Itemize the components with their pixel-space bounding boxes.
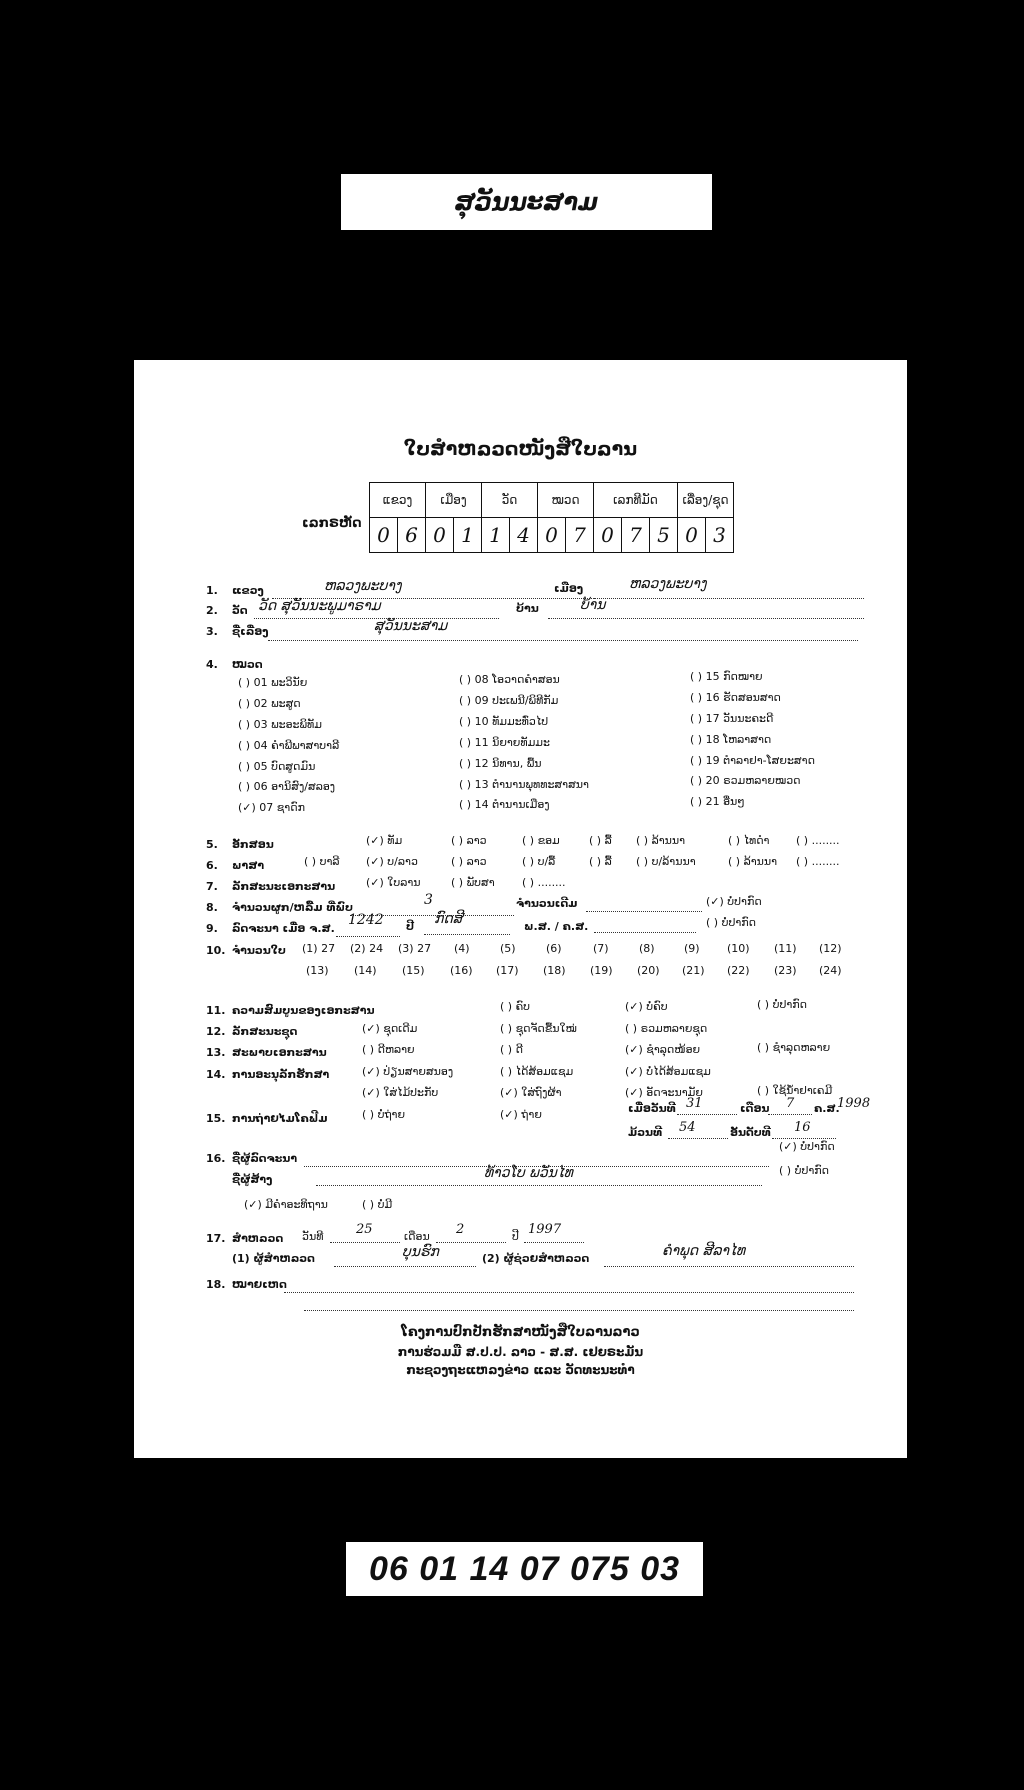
category-option[interactable]: ( ) 21 ອື່ນໆ <box>690 795 745 808</box>
script-option[interactable]: ( ) ລື້ <box>589 834 612 847</box>
leaf-count-cell: (3) 27 <box>398 942 432 955</box>
doc-type-option[interactable]: ( ) ........ <box>522 876 566 889</box>
microfilm-month: 7 <box>786 1096 795 1111</box>
survey-month: 2 <box>456 1222 465 1237</box>
row-script: 5. ອັກສອນ <box>206 838 274 851</box>
script-option[interactable]: ( ) ........ <box>796 834 840 847</box>
original-count-label: ຈຳນວນເດີມ <box>516 897 578 910</box>
language-option[interactable]: ( ) ລື້ <box>589 855 612 868</box>
leaf-count-cell: (12) <box>819 942 842 955</box>
leaf-count-cell: (8) <box>639 942 655 955</box>
sequence-value: 16 <box>794 1120 811 1135</box>
microfilm-option[interactable]: ( ) ບໍ່ຖ່າຍ <box>362 1108 406 1121</box>
code-header-district: ເມືອງ <box>426 483 482 518</box>
village-label: ບ້ານ <box>516 602 539 615</box>
leaf-count-cell: (18) <box>543 964 566 977</box>
row-province <box>206 584 264 597</box>
district-label: ເມືອງ <box>554 582 584 595</box>
leaf-count-cell: (6) <box>546 942 562 955</box>
original-count-option[interactable]: (✓) ບໍ່ປາກົດ <box>706 895 762 908</box>
sponsor-value: ທ້າວໂບ ພວັນໄທ <box>484 1165 573 1181</box>
leaf-count-cell: (1) 27 <box>302 942 336 955</box>
code-header-title-set: ເລື່ອງ/ຊຸດ <box>678 483 734 518</box>
code-digit: 0 <box>594 518 622 553</box>
row-conservation: 14. ການອະນຸລັກຮັກສາ <box>206 1068 330 1081</box>
category-option[interactable]: ( ) 06 ອານິສົງ/ສລອງ <box>238 780 336 793</box>
title-value: ສຸວັນນະສາມ <box>374 618 448 634</box>
language-option[interactable]: ( ) ບ/ລ້ານນາ <box>636 855 696 868</box>
category-option[interactable]: (✓) 07 ຊາດົກ <box>238 801 305 814</box>
code-digit: 5 <box>650 518 678 553</box>
leaf-count-cell: (5) <box>500 942 516 955</box>
code-digit: 0 <box>370 518 398 553</box>
sponsor-option[interactable]: ( ) ບໍ່ປາກົດ <box>779 1164 829 1177</box>
category-option[interactable]: ( ) 14 ຕຳນານເມືອງ <box>459 798 550 811</box>
temple-value: ວັດ ສຸວັນນະພູມາຣາມ <box>258 598 381 614</box>
category-option[interactable]: ( ) 13 ຕຳນານພຸທທະສາສນາ <box>459 778 589 791</box>
set-type-option[interactable]: ( ) ຊຸດຈັດຂື້ນໃໝ່ <box>500 1022 577 1035</box>
leaf-count-cell: (14) <box>354 964 377 977</box>
code-digit: 1 <box>482 518 510 553</box>
survey-year: 1997 <box>528 1222 562 1237</box>
row-scribe: 16. ຊື່ຜູ້ລົດຈະນາ <box>206 1152 298 1165</box>
row-microfilm: 15. ການຖ່າຍໄມໂຄຟີມ <box>206 1112 328 1125</box>
row-language: 6. ພາສາ <box>206 859 265 872</box>
row-bundle-count: 8. ຈຳນວນຜູກ/ຫລື້ມ ທີ່ພົບ <box>206 901 353 914</box>
set-type-option[interactable]: ( ) ຣວມຫລາຍຊຸດ <box>625 1022 708 1035</box>
roll-label: ມ້ວນທີ <box>628 1126 663 1139</box>
leaf-count-cell: (9) <box>684 942 700 955</box>
microfilm-day: 31 <box>686 1096 703 1111</box>
code-digit: 6 <box>398 518 426 553</box>
category-option[interactable]: ( ) 10 ທັມມະທົ່ວໄປ <box>459 715 549 728</box>
leaf-count-cell: (17) <box>496 964 519 977</box>
category-option[interactable]: ( ) 18 ໂຫລາສາດ <box>690 733 772 746</box>
year-name-value: ກົດສີ <box>434 911 463 927</box>
language-option[interactable]: ( ) ບ/ລື້ <box>522 855 556 868</box>
language-option[interactable]: ( ) ລາວ <box>451 855 487 868</box>
category-option[interactable]: ( ) 03 ພະອະພິທັມ <box>238 718 322 731</box>
surveyor-label: (1) ຜູ້ສຳຫລວດ <box>232 1252 315 1265</box>
microfilm-date-label: ເມື່ອວັນທີ <box>628 1102 676 1115</box>
code-digit: 4 <box>510 518 538 553</box>
row-leaf-count: 10. ຈຳນວນໃບ <box>206 944 286 957</box>
category-option[interactable]: ( ) 11 ນິຍາຍທັມມະ <box>459 736 550 749</box>
leaf-count-cell: (22) <box>727 964 750 977</box>
row-completeness: 11. ຄວາມສົມບູນຂອງເອກະສານ <box>206 1004 375 1017</box>
footer-ministry: ກະຊວງຖະແຫລງຂ່າວ ແລະ ວັດທະນະທຳ <box>406 1363 635 1377</box>
written-date-option[interactable]: ( ) ບໍ່ປາກົດ <box>706 916 756 929</box>
leaf-count-cell: (10) <box>727 942 750 955</box>
dedication-option[interactable]: (✓) ມີຄຳອະທິຖານ <box>244 1198 328 1211</box>
assistant-label: (2) ຜູ້ຊ່ວຍສຳຫລວດ <box>482 1252 590 1265</box>
leaf-count-cell: (7) <box>593 942 609 955</box>
code-digit: 0 <box>538 518 566 553</box>
category-option[interactable]: ( ) 17 ວັນນະຄະດີ <box>690 712 774 725</box>
survey-day: 25 <box>356 1222 373 1237</box>
footer-cooperation: ການຮ່ວມມື ສ.ປ.ປ. ລາວ - ສ.ສ. ເຢຍຣະມັນ <box>397 1345 644 1359</box>
conservation-option[interactable]: ( ) ໄດ້ສ້ອມແຊມ <box>500 1065 574 1078</box>
language-option[interactable]: ( ) ........ <box>796 855 840 868</box>
conservation-option[interactable]: (✓) ປ່ຽນສາຍສນອງ <box>362 1065 454 1078</box>
code-header-category: ໝວດ <box>538 483 594 518</box>
row-title: 3. ຊື່ເລື່ອງ <box>206 625 269 638</box>
survey-form <box>134 360 907 1458</box>
code-digit: 7 <box>622 518 650 553</box>
category-option[interactable]: ( ) 02 ພະສູດ <box>238 697 301 710</box>
category-option[interactable]: ( ) 19 ຕຳລາຢາ-ໂສຍະສາດ <box>690 754 815 767</box>
leaf-count-cell: (2) 24 <box>350 942 384 955</box>
category-option[interactable]: ( ) 16 ຮັດສອນສາດ <box>690 691 781 704</box>
row-document-type: 7. ລັກສະນະເອກະສານ <box>206 880 336 893</box>
row-survey: 17. ສຳຫລວດ <box>206 1232 284 1245</box>
row-set-type: 12. ລັກສະນະຊຸດ <box>206 1025 298 1038</box>
condition-option[interactable]: ( ) ດີຫລາຍ <box>362 1043 415 1056</box>
doc-type-option[interactable]: (✓) ໃບລານ <box>366 876 421 889</box>
leaf-count-cell: (19) <box>590 964 613 977</box>
form-title: ໃບສຳຫລວດໜັງສືໃບລານ <box>403 438 638 460</box>
row-condition: 13. ສະພາບເອກະສານ <box>206 1046 327 1059</box>
code-header-province: ແຂວງ <box>370 483 426 518</box>
row-remarks: 18. ໝາຍເຫດ <box>206 1278 287 1291</box>
microfilm-year: 1998 <box>837 1096 871 1111</box>
condition-option[interactable]: ( ) ຊຳລຸດຫລາຍ <box>757 1041 831 1054</box>
cs-year-value: 1242 <box>348 912 384 928</box>
leaf-count-cell: (13) <box>306 964 329 977</box>
row-temple: 2. ວັດ <box>206 604 248 617</box>
survey-year-label: ປີ <box>512 1230 519 1243</box>
completeness-option[interactable]: ( ) ບໍ່ປາກົດ <box>757 998 807 1011</box>
language-option[interactable]: (✓) ບ/ລາວ <box>366 855 418 868</box>
category-option[interactable]: ( ) 08 ໂອວາດຄຳສອນ <box>459 673 560 686</box>
footer-project: ໂຄງການປົກປັກຮັກສາໜັງສືໃບລານລາວ <box>401 1325 640 1340</box>
scribe-option[interactable]: (✓) ບໍ່ປາກົດ <box>779 1140 835 1153</box>
leaf-count-cell: (23) <box>774 964 797 977</box>
script-option[interactable]: ( ) ຂອມ <box>522 834 560 847</box>
leaf-count-cell: (20) <box>637 964 660 977</box>
language-option[interactable]: ( ) ລ້ານນາ <box>728 855 778 868</box>
doc-type-option[interactable]: ( ) ພັບສາ <box>451 876 495 889</box>
code-header-temple: ວັດ <box>482 483 538 518</box>
survey-day-label: ວັນທີ <box>302 1230 324 1243</box>
leaf-count-cell: (24) <box>819 964 842 977</box>
roll-value: 54 <box>679 1120 696 1135</box>
code-digit: 3 <box>706 518 734 553</box>
conservation-option[interactable]: (✓) ໃສ່ຖົງຜ້າ <box>500 1086 562 1099</box>
leaf-count-cell: (16) <box>450 964 473 977</box>
dedication-option[interactable]: ( ) ບໍ່ມີ <box>362 1198 393 1211</box>
category-option[interactable]: ( ) 05 ບົດສູດມົນ <box>238 760 316 773</box>
province-value: ຫລວງພະບາງ <box>324 578 402 594</box>
conservation-option[interactable]: (✓) ອັດຈະນາມັຍ <box>625 1086 703 1099</box>
set-type-option[interactable]: (✓) ຊຸດເດີມ <box>362 1022 418 1035</box>
category-option[interactable]: ( ) 20 ຣວມຫລາຍໝວດ <box>690 774 801 787</box>
language-option[interactable]: ( ) ບາລີ <box>304 855 340 868</box>
microfilm-month-label: ເດືອນ <box>740 1102 770 1115</box>
category-option[interactable]: ( ) 04 ຄຳພີພາສາບາລີ <box>238 739 340 752</box>
district-value: ຫລວງພະບາງ <box>629 576 707 592</box>
conservation-option[interactable]: (✓) ໃສ່ໄມ້ປະກັບ <box>362 1086 439 1099</box>
assistant-value: ຄຳພຸດ ສີລາໄທ <box>662 1243 746 1259</box>
category-option[interactable]: ( ) 12 ນິທານ, ພື້ນ <box>459 757 542 770</box>
sponsor-label: ຊື່ຜູ້ສ້າງ <box>232 1173 273 1186</box>
completeness-option[interactable]: (✓) ບໍ່ຄົບ <box>625 1000 668 1013</box>
code-digit: 7 <box>566 518 594 553</box>
microfilm-option[interactable]: (✓) ຖ່າຍ <box>500 1108 542 1121</box>
code-digit: 0 <box>678 518 706 553</box>
document-title-label: ສຸວັນນະສາມ <box>341 174 712 230</box>
condition-option[interactable]: ( ) ດີ <box>500 1043 523 1056</box>
survey-month-label: ເດືອນ <box>404 1230 430 1243</box>
row-category: 4. ໝວດ <box>206 658 263 671</box>
completeness-option[interactable]: ( ) ຄົບ <box>500 1000 531 1013</box>
category-option[interactable]: ( ) 15 ກົດໝາຍ <box>690 670 763 683</box>
document-id-label: 06 01 14 07 075 03 <box>346 1542 703 1596</box>
code-table <box>369 482 734 553</box>
surveyor-value: ບຸນຮົກ <box>402 1244 439 1260</box>
category-option[interactable]: ( ) 01 ພະວິນັຍ <box>238 676 308 689</box>
code-digit: 1 <box>454 518 482 553</box>
script-option[interactable]: (✓) ທັມ <box>366 834 403 847</box>
leaf-count-cell: (11) <box>774 942 797 955</box>
village-value: ບ້ານ <box>580 597 606 613</box>
conservation-option[interactable]: ( ) ໃຊ້ນ້ຳຢາເຄມີ <box>757 1084 833 1097</box>
row-written-date: 9. ລົດຈະນາ ເມື່ອ ຈ.ສ. <box>206 922 335 935</box>
condition-option[interactable]: (✓) ຊຳລຸດໜ້ອຍ <box>625 1043 701 1056</box>
leaf-count-cell: (15) <box>402 964 425 977</box>
year-label: ປີ <box>406 920 414 933</box>
row-number: 1. <box>206 584 218 597</box>
leaf-count-cell: (4) <box>454 942 470 955</box>
microfilm-year-label: ຄ.ສ. <box>814 1102 840 1115</box>
code-header-bundle-number: ເລກທີມັດ <box>594 483 678 518</box>
leaf-count-cell: (21) <box>682 964 705 977</box>
code-label: ເລກຣຫັດ <box>302 516 362 531</box>
script-option[interactable]: ( ) ລ້ານນາ <box>636 834 686 847</box>
sequence-label: ອັນດັບທີ <box>730 1126 771 1139</box>
script-option[interactable]: ( ) ໄທດຳ <box>728 834 770 847</box>
script-option[interactable]: ( ) ລາວ <box>451 834 487 847</box>
bundle-count-value: 3 <box>424 892 433 908</box>
field-label: ແຂວງ <box>232 584 264 597</box>
code-digit: 0 <box>426 518 454 553</box>
category-option[interactable]: ( ) 09 ປະເພນີ/ພິທີກັມ <box>459 694 559 707</box>
be-ce-label: ພ.ສ. / ຄ.ສ. <box>524 920 589 933</box>
conservation-option[interactable]: (✓) ບໍ່ໄດ້ສ້ອມແຊມ <box>625 1065 711 1078</box>
